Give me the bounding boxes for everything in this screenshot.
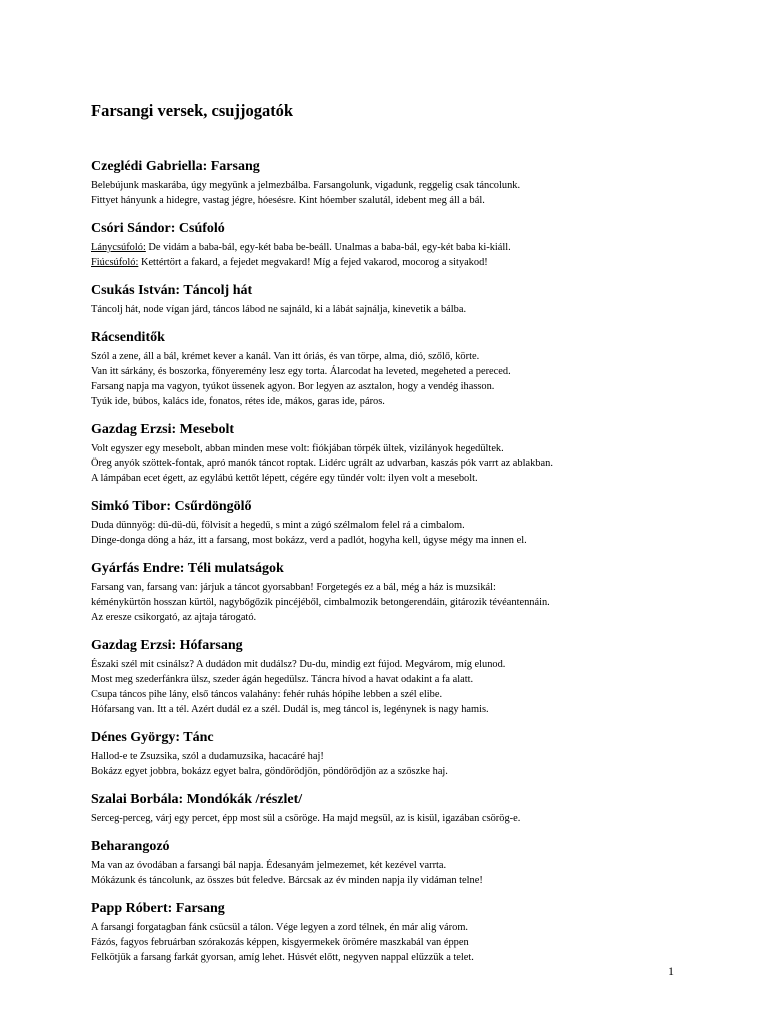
poem-title: Gyárfás Endre: Téli mulatságok xyxy=(91,561,284,576)
poem-line xyxy=(91,595,691,610)
poem-section xyxy=(91,791,691,826)
poem-line xyxy=(91,456,691,471)
poem-title: Szalai Borbála: Mondókák /részlet/ xyxy=(91,792,303,807)
poem-line xyxy=(91,764,691,779)
poem-line xyxy=(91,935,691,950)
poem-line xyxy=(91,920,691,935)
poem-section xyxy=(91,637,691,717)
poem-line-text: Farsang napja ma vagyon, tyúkot üssenek agyon. Bor legyen az asztalon, hogy a vendég ihasson. xyxy=(91,381,495,392)
poem-line-text: Bokázz egyet jobbra, bokázz egyet balra, göndörödjön, pöndörödjön az a szöszke haj. xyxy=(91,766,448,777)
poem-section xyxy=(91,329,691,409)
poem-line-text: Belebújunk maskarába, úgy megyünk a jelmezbálba. Farsangolunk, vigadunk, reggelig csak táncolunk. xyxy=(91,180,521,191)
poem-line xyxy=(91,379,691,394)
poem-line xyxy=(91,873,691,888)
poem-line-text: Fittyet hányunk a hidegre, vastag jégre, hóesésre. Kint hóember szalutál, idebent meg áll a bál. xyxy=(91,195,485,206)
poem-line xyxy=(91,441,691,456)
poem-line-text: Fázós, fagyos februárban szórakozás képpen, kisgyermekek örömére maszkabál van éppen xyxy=(91,937,469,948)
poem-title: Gazdag Erzsi: Mesebolt xyxy=(91,422,235,437)
document-page xyxy=(91,100,691,977)
poem-line xyxy=(91,302,691,317)
page-number: 1 xyxy=(668,964,674,978)
poem-line-text: Szól a zene, áll a bál, krémet kever a kanál. Van itt óriás, és van törpe, alma, dió, szőlő, körte. xyxy=(91,351,480,362)
poem-line-text: Csupa táncos pihe lány, első táncos valahány: fehér ruhás hópihe lebben a szél elibe. xyxy=(91,689,443,700)
poem-section xyxy=(91,158,691,208)
poem-section xyxy=(91,282,691,317)
poem-section xyxy=(91,421,691,486)
poem-title: Dénes György: Tánc xyxy=(91,730,214,745)
poem-line xyxy=(91,610,691,625)
poem-title: Beharangozó xyxy=(91,839,170,854)
document-title: Farsangi versek, csujjogatók xyxy=(91,101,294,120)
poem-line xyxy=(91,240,691,255)
poem-line-text: Kettértört a fakard, a fejedet megvakard! Míg a fejed vakarod, mocorog a sityakod! xyxy=(138,257,488,268)
poem-section xyxy=(91,729,691,779)
poem-line-text: Felkötjük a farsang farkát gyorsan, amíg lehet. Húsvét előtt, negyven nappal elűzzük a telet. xyxy=(91,952,474,963)
poem-line xyxy=(91,349,691,364)
poem-line xyxy=(91,364,691,379)
poem-line xyxy=(91,657,691,672)
poem-line xyxy=(91,255,691,270)
poem-line xyxy=(91,749,691,764)
poem-line xyxy=(91,518,691,533)
poem-line-text: Serceg-perceg, várj egy percet, épp most sül a csörögе. Ha majd megsül, az is kisül, igazában csörög-e. xyxy=(91,813,521,824)
poem-line xyxy=(91,672,691,687)
poem-line-text: Hallod-e te Zsuzsika, szól a dudamuzsika, hacacáré haj! xyxy=(91,751,324,762)
poem-line-text: Öreg anyók szöttek-fontak, apró manók táncot roptak. Lidérc ugrált az udvarban, kaszás pók varrt az ablakban. xyxy=(91,458,553,469)
poem-line-text: Hófarsang van. Itt a tél. Azért dudál ez a szél. Dudál is, meg táncol is, legénynek is nagy hamis. xyxy=(91,704,489,715)
poem-line-text: A lámpában ecet égett, az egylábú kettőt lépett, cégére egy tündér volt: ilyen volt a mesebolt. xyxy=(91,473,478,484)
poem-line-text: Dinge-donga döng a ház, itt a farsang, most bokázz, verd a padlót, hogyha kell, úgyse mégy ma innen el. xyxy=(91,535,527,546)
poem-line-text: Most meg szederfánkra ülsz, szeder ágán hegedülsz. Táncra hívod a havat odakint a fa alatt. xyxy=(91,674,474,685)
poem-section xyxy=(91,498,691,548)
poem-title: Gazdag Erzsi: Hófarsang xyxy=(91,638,243,653)
poem-line-text: Ma van az óvodában a farsangi bál napja. Édesanyám jelmezemet, két kezével varrta. xyxy=(91,860,447,871)
poem-line-text: Farsang van, farsang van: járjuk a táncot gyorsabban! Forgetegés ez a bál, még a ház is muzsikál: xyxy=(91,582,496,593)
poem-line xyxy=(91,580,691,595)
poem-line xyxy=(91,178,691,193)
poem-line-text: De vidám a baba-bál, egy-két baba be-beáll. Unalmas a baba-bál, egy-két baba ki-kiáll. xyxy=(145,242,511,253)
poem-title: Csóri Sándor: Csúfoló xyxy=(91,221,225,236)
poem-line xyxy=(91,702,691,717)
poem-line xyxy=(91,533,691,548)
poem-title: Rácsenditők xyxy=(91,330,165,345)
poem-title: Csukás István: Táncolj hát xyxy=(91,283,253,298)
poem-line xyxy=(91,193,691,208)
poem-section xyxy=(91,220,691,270)
poem-section xyxy=(91,560,691,625)
poem-line xyxy=(91,394,691,409)
poem-line-text: Mókázunk és táncolunk, az összes bút feledve. Bárcsak az év minden napja ily vidáman telne! xyxy=(91,875,483,886)
poem-title: Simkó Tibor: Csűrdöngölő xyxy=(91,499,252,514)
poem-line xyxy=(91,950,691,965)
poem-line-label: Lánycsúfoló: xyxy=(91,242,146,253)
poem-line-text: kéménykürtön hosszan kürtöl, nagybőgőzik pincéjéből, cimbalmozik betongerendáin, gitározik tévéantennáin. xyxy=(91,597,550,608)
poem-line-text: Tyúk ide, búbos, kalács ide, fonatos, rétes ide, mákos, garas ide, páros. xyxy=(91,396,385,407)
poem-line-text: Táncolj hát, node vígan járd, táncos lábod ne sajnáld, ki a lábát sajnálja, kinevetik a bálba. xyxy=(91,304,467,315)
poem-line xyxy=(91,471,691,486)
poem-line xyxy=(91,687,691,702)
poem-section xyxy=(91,900,691,965)
poem-line-text: Északi szél mit csinálsz? A dudádon mit dudálsz? Du-du, mindig ezt fújod. Megvárom, míg elunod. xyxy=(91,659,506,670)
poem-line-text: Az eresze csikorgató, az ajtaja tárogató. xyxy=(91,612,257,623)
poem-line-text: Volt egyszer egy mesebolt, abban minden mese volt: fiókjában törpék ültek, vizilányok hegedültek. xyxy=(91,443,504,454)
poem-line xyxy=(91,811,691,826)
poem-list xyxy=(91,158,691,965)
poem-line-label: Fiúcsúfoló: xyxy=(91,257,139,268)
poem-title: Czeglédi Gabriella: Farsang xyxy=(91,159,260,174)
poem-line-text: A farsangi forgatagban fánk csücsül a tálon. Vége legyen a zord télnek, én már alig várom. xyxy=(91,922,469,933)
poem-line-text: Duda dünnyög: dü-dü-dü, fölvisít a hegedű, s mint a zúgó szélmalom felel rá a cimbalom. xyxy=(91,520,465,531)
poem-section xyxy=(91,838,691,888)
poem-title: Papp Róbert: Farsang xyxy=(91,901,225,916)
poem-line xyxy=(91,858,691,873)
poem-line-text: Van itt sárkány, és boszorka, főnyeremény lesz egy torta. Álarcodat ha leveted, megeheted a pereced. xyxy=(91,366,511,377)
